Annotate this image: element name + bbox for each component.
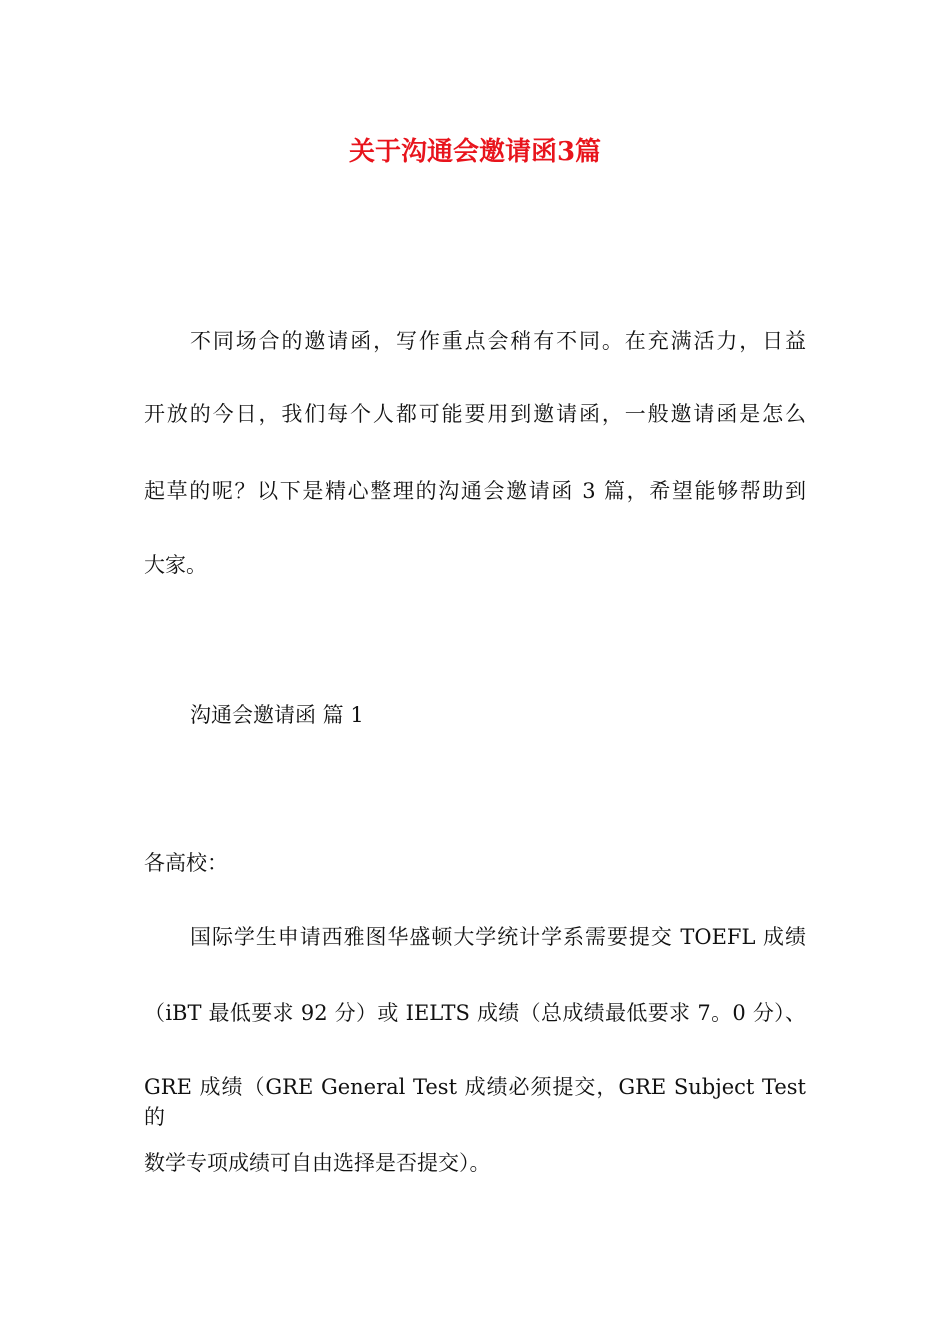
salutation: 各高校： — [144, 851, 228, 875]
document-title: 关于沟通会邀请函3篇 — [348, 137, 602, 167]
intro-paragraph-line-1: 不同场合的邀请函，写作重点会稍有不同。在充满活力，日益 — [190, 329, 806, 353]
intro-paragraph-line-3: 起草的呢？以下是精心整理的沟通会邀请函 3 篇，希望能够帮助到 — [144, 479, 806, 503]
section-heading: 沟通会邀请函 篇 1 — [190, 703, 364, 727]
body-paragraph-line-3: GRE 成绩（GRE General Test 成绩必须提交，GRE Subject Test 的 — [144, 1075, 806, 1129]
intro-paragraph-line-4: 大家。 — [144, 553, 207, 577]
body-paragraph-line-1: 国际学生申请西雅图华盛顿大学统计学系需要提交 TOEFL 成绩 — [190, 925, 806, 949]
intro-paragraph-line-2: 开放的今日，我们每个人都可能要用到邀请函，一般邀请函是怎么 — [144, 402, 806, 426]
body-paragraph-line-4: 数学专项成绩可自由选择是否提交）。 — [144, 1151, 491, 1175]
body-paragraph-line-2: （iBT 最低要求 92 分）或 IELTS 成绩（总成绩最低要求 7。0 分）、 — [144, 1001, 806, 1025]
